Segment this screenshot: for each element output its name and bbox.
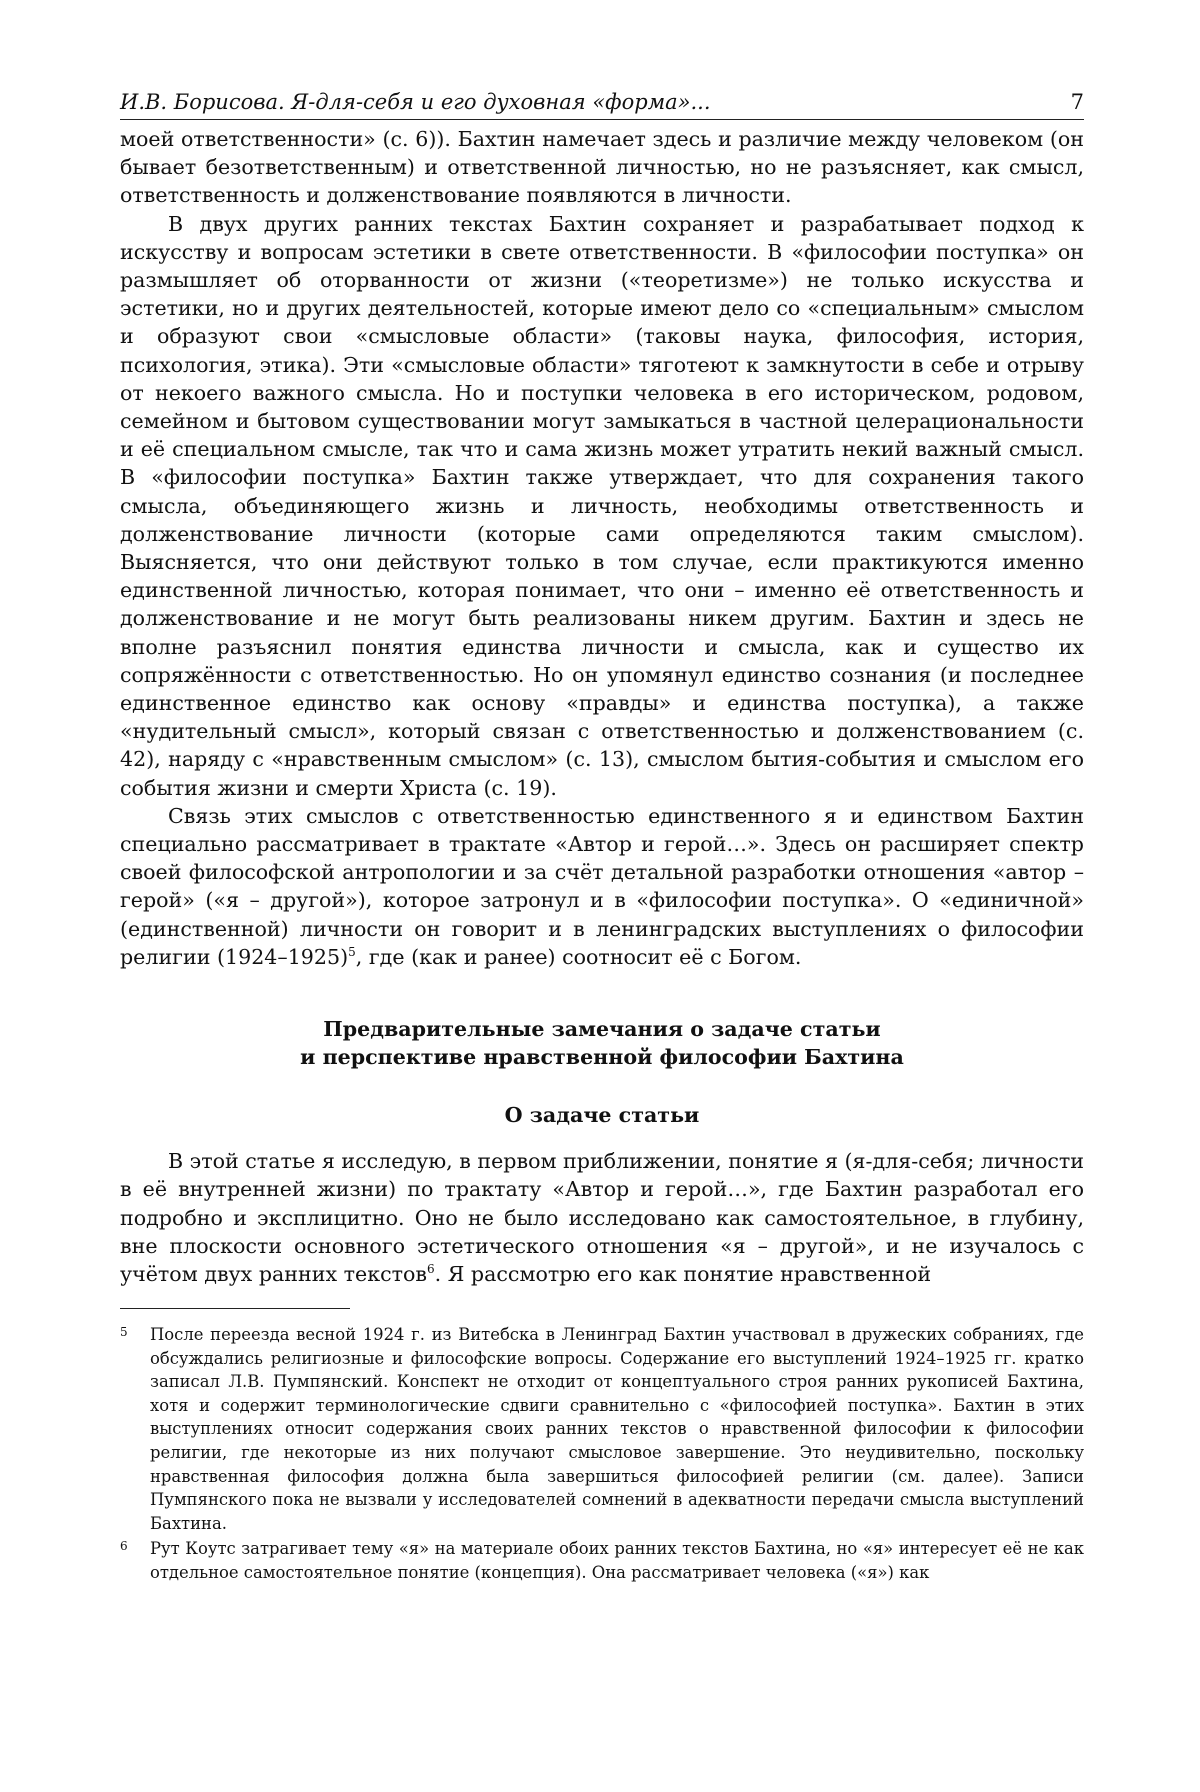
footnote-ref-6[interactable]: 6 [427,1262,435,1277]
paragraph-3-tail: , где (как и ранее) соотносит её с Богом. [355,944,802,969]
paragraph-3 [120,802,1084,971]
section-heading-line-2: и перспективе нравственной философии Бахтина [300,1045,904,1070]
paragraph-4 [120,1147,1084,1288]
footnote-divider [120,1308,350,1309]
subsection-heading: О задаче статьи [504,1103,700,1128]
page [120,88,1084,1587]
paragraph-3-text: Связь этих смыслов с ответственностью единственного я и единством Бахтин специально рассматривает в трактате «Автор и герой…». Здесь он расширяет спектр своей философской антропологии и за счёт детальной разработки отношения «автор – герой» («я – другой»), которое затронул и в «философии поступка». О «единичной» (единственной) личности он говорит и в ленинградских выступлениях о философии религии (1924–1925) [120,803,1084,969]
section-heading [120,1015,1084,1071]
page-number: 7 [1070,90,1084,114]
footnotes [120,1323,1084,1585]
paragraph-4-tail: . Я рассмотрю его как понятие нравственной [434,1261,932,1286]
footnote-number: 5 [120,1325,128,1340]
footnote-6 [120,1537,1084,1584]
footnote-text: Рут Коутс затрагивает тему «я» на материале обоих ранних текстов Бахтина, но «я» интересует её не как отдельное самостоятельное понятие (концепция). Она рассматривает человека («я») как [150,1539,1084,1583]
footnote-5 [120,1323,1084,1535]
footnote-number: 6 [120,1539,128,1554]
running-head [120,88,1084,120]
paragraph-1: моей ответственности» (с. 6)). Бахтин намечает здесь и различие между человеком (он бывает безответственным) и ответственной личностью, но не разъясняет, как смысл, ответственность и долженствование появляются в личности. [120,127,1084,208]
section-heading-line-1: Предварительные замечания о задаче статьи [323,1017,881,1042]
paragraph-4-text: В этой статье я исследую, в первом приближении, понятие я (я-для-себя; личности в её внутренней жизни) по трактату «Автор и герой…», где Бахтин разработал его подробно и эксплицитно. Оно не было исследовано как самостоятельное, в глубину, вне плоскости основного эстетического отношения «я – другой», и не изучалось с учётом двух ранних текстов [120,1149,1084,1286]
paragraph-2: В двух других ранних текстах Бахтин сохраняет и разрабатывает подход к искусству и вопросам эстетики в свете ответственности. В «философии поступка» он размышляет об оторванности от жизни («теоретизме») не только искусства и эстетики, но и других деятельностей, которые имеют дело со «специальным» смыслом и образуют свои «смысловые области» (таковы наука, философия, история, психология, этика). Эти «смысловые области» тяготеют к замкнутости в себе и отрыву от некоего важного смысла. Но и поступки человека в его историческом, родовом, семейном и бытовом существовании могут замыкаться в частной целерациональности и её специальном смысле, так что и сама жизнь может утратить некий важный смысл. В «философии поступка» Бахтин также утверждает, что для сохранения такого смысла, объединяющего жизнь и личность, необходимы ответственность и долженствование личности (которые сами определяются таким смыслом). Выясняется, что они действуют только в том случае, если практикуются именно единственной личностью, которая понимает, что они – именно её ответственность и долженствование и не могут быть реализованы никем другим. Бахтин и здесь не вполне разъяснил понятия единства личности и смысла, как и существо их сопряжённости с ответственностью. Но он упомянул единство сознания (и последнее единственное единство как основу «правды» и единства поступка), а также «нудительный смысл», который связан с ответственностью и долженствованием (с. 42), наряду с «нравственным смыслом» (с. 13), смыслом бытия-события и смыслом его события жизни и смерти Христа (с. 19). [120,211,1084,800]
body-text [120,125,1084,1288]
footnote-text: После переезда весной 1924 г. из Витебска в Ленинград Бахтин участвовал в дружеских собраниях, где обсуждались религиозные и философские вопросы. Содержание его выступлений 1924–1925 гг. кратко записал Л.В. Пумпянский. Конспект не отходит от концептуального строя ранних рукописей Бахтина, хотя и содержит терминологические сдвиги сравнительно с «философией поступка». Бахтин в этих выступлениях относит содержания своих ранних текстов о нравственной философии к философии религии, где некоторые из них получают смысловое завершение. Это неудивительно, поскольку нравственная философия должна была завершиться философией религии (см. далее). Записи Пумпянского пока не вызвали у исследователей сомнений в адекватности передачи смысла выступлений Бахтина. [150,1325,1084,1533]
footnote-ref-5[interactable]: 5 [348,945,356,960]
running-title: И.В. Борисова. Я-для-себя и его духовная «форма»... [120,90,711,114]
